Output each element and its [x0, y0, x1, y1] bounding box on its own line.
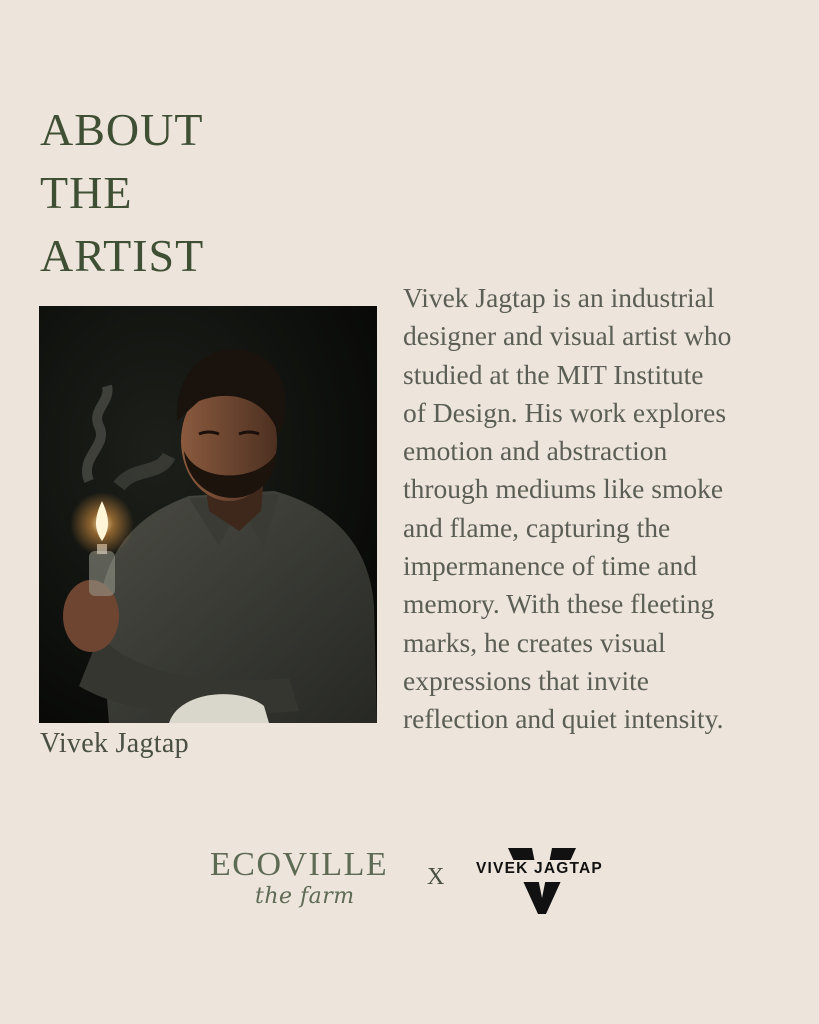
title-line-3: ARTIST [40, 230, 205, 281]
artist-bio [403, 279, 793, 739]
title-line-2: THE [40, 167, 133, 218]
title-line-1: ABOUT [40, 104, 204, 155]
bio-line: memory. With these fleeting [403, 588, 715, 620]
artist-photo [39, 306, 377, 723]
bio-line: of Design. His work explores [403, 396, 727, 428]
bio-line: impermanence of time and [403, 550, 697, 582]
ecoville-tagline: the farm [255, 884, 355, 909]
bio-line: through mediums like smoke [403, 473, 724, 505]
bio-line: designer and visual artist who [403, 320, 732, 352]
ecoville-logo: ECOVILLE [210, 846, 389, 883]
vivek-jagtap-logo: VIVEK JAGTAP [476, 860, 603, 877]
bio-line: reflection and quiet intensity. [403, 703, 724, 735]
v-monogram-icon [474, 844, 624, 916]
collab-separator: X [427, 864, 445, 890]
bio-line: Vivek Jagtap is an industrial [403, 282, 715, 313]
bio-line: studied at the MIT Institute [403, 358, 704, 390]
page-title [40, 98, 204, 287]
artist-portrait-image [39, 306, 377, 723]
partner-logos [0, 840, 819, 930]
photo-caption: Vivek Jagtap [40, 728, 189, 759]
bio-line: emotion and abstraction [403, 435, 668, 467]
bio-line: marks, he creates visual [403, 626, 666, 658]
bio-line: and flame, capturing the [403, 511, 671, 543]
bio-line: expressions that invite [403, 664, 649, 696]
